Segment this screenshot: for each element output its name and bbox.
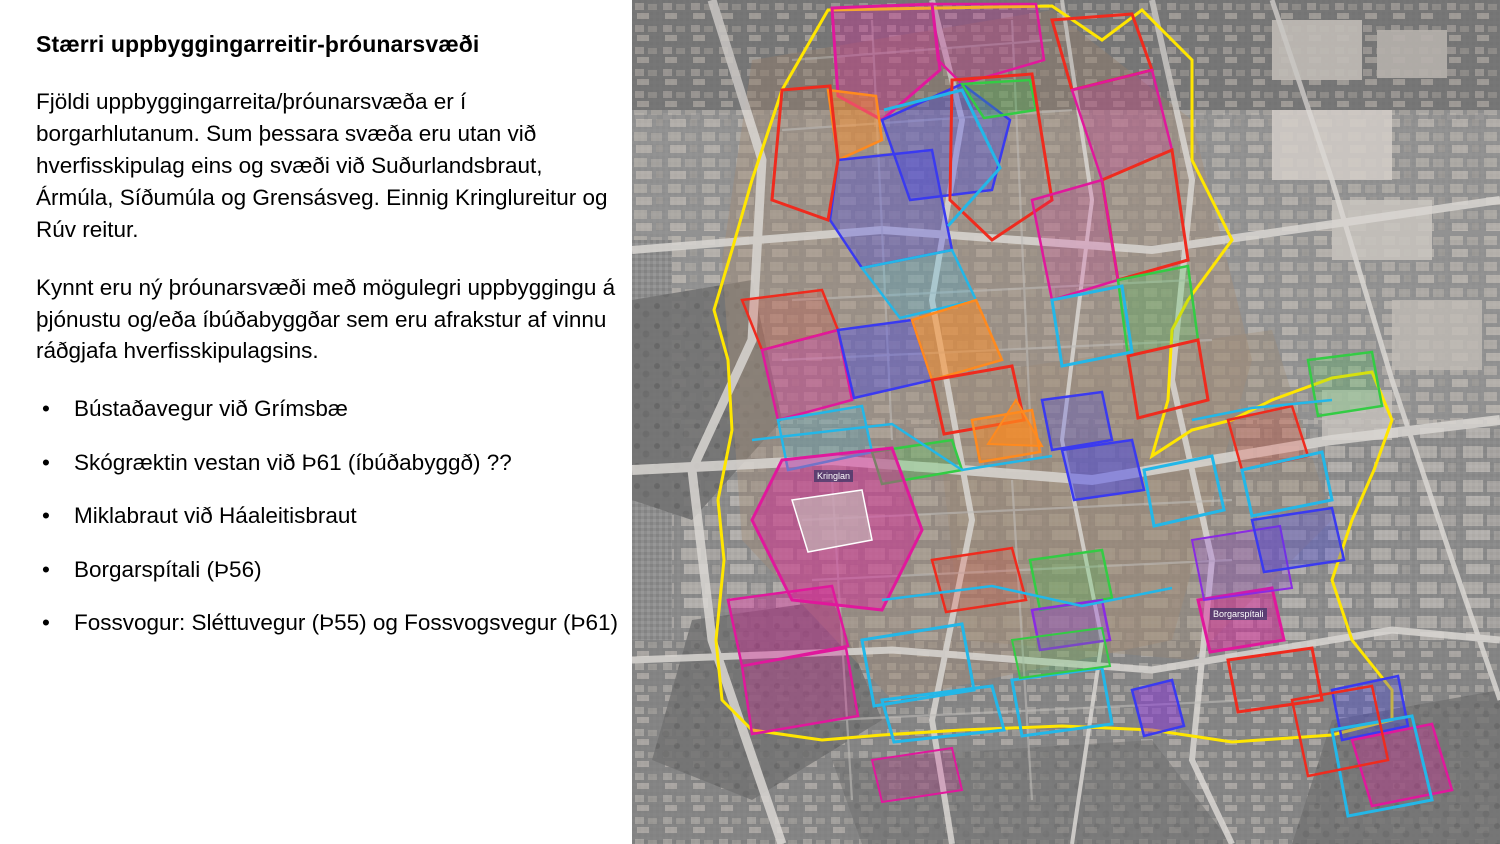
text-column: [36, 30, 626, 661]
bullet-marker: •: [42, 396, 50, 422]
list-item: [36, 607, 626, 639]
paragraph-2: Kynnt eru ný þróunarsvæði með mögulegri uppbyggingu á þjónustu og/eða íbúðabyggðar sem eru afrakstur af vinnu ráðgjafa hverfisskipulagsins.: [36, 274, 616, 364]
paragraph-1: Fjöldi uppbyggingarreita/þróunarsvæða er í borgarhlutanum. Sum þessara svæða eru utan við hverfisskipulag eins og svæði við Suðurlandsbraut, Ármúla, Síðumúla og Grensásveg. Einnig Kringlureitur og Rúv reitur.: [36, 88, 608, 242]
map-label: Kringlan: [814, 470, 853, 482]
aerial-map: [632, 0, 1500, 844]
bullet-marker: •: [42, 503, 50, 529]
list-item: [36, 554, 626, 586]
list-item: [36, 447, 626, 479]
list-item-label: Skógræktin vestan við Þ61 (íbúðabyggð) ??: [74, 449, 512, 475]
bullet-list: [36, 393, 626, 639]
list-item-label: Borgarspítali (Þ56): [74, 556, 262, 582]
page-title: Stærri uppbyggingarreitir-þróunarsvæði: [36, 31, 480, 57]
bullet-marker: •: [42, 556, 50, 582]
list-item-label: Miklabraut við Háaleitisbraut: [74, 503, 357, 529]
bullet-marker: •: [42, 449, 50, 475]
list-item: [36, 393, 626, 425]
list-item: [36, 500, 626, 532]
list-item-label: Bústaðavegur við Grímsbæ: [74, 396, 348, 422]
map-label: Borgarspítali: [1210, 608, 1267, 620]
bullet-marker: •: [42, 610, 50, 636]
list-item-label: Fossvogur: Sléttuvegur (Þ55) og Fossvogsvegur (Þ61): [74, 610, 618, 636]
planning-overlay: [632, 0, 1500, 844]
